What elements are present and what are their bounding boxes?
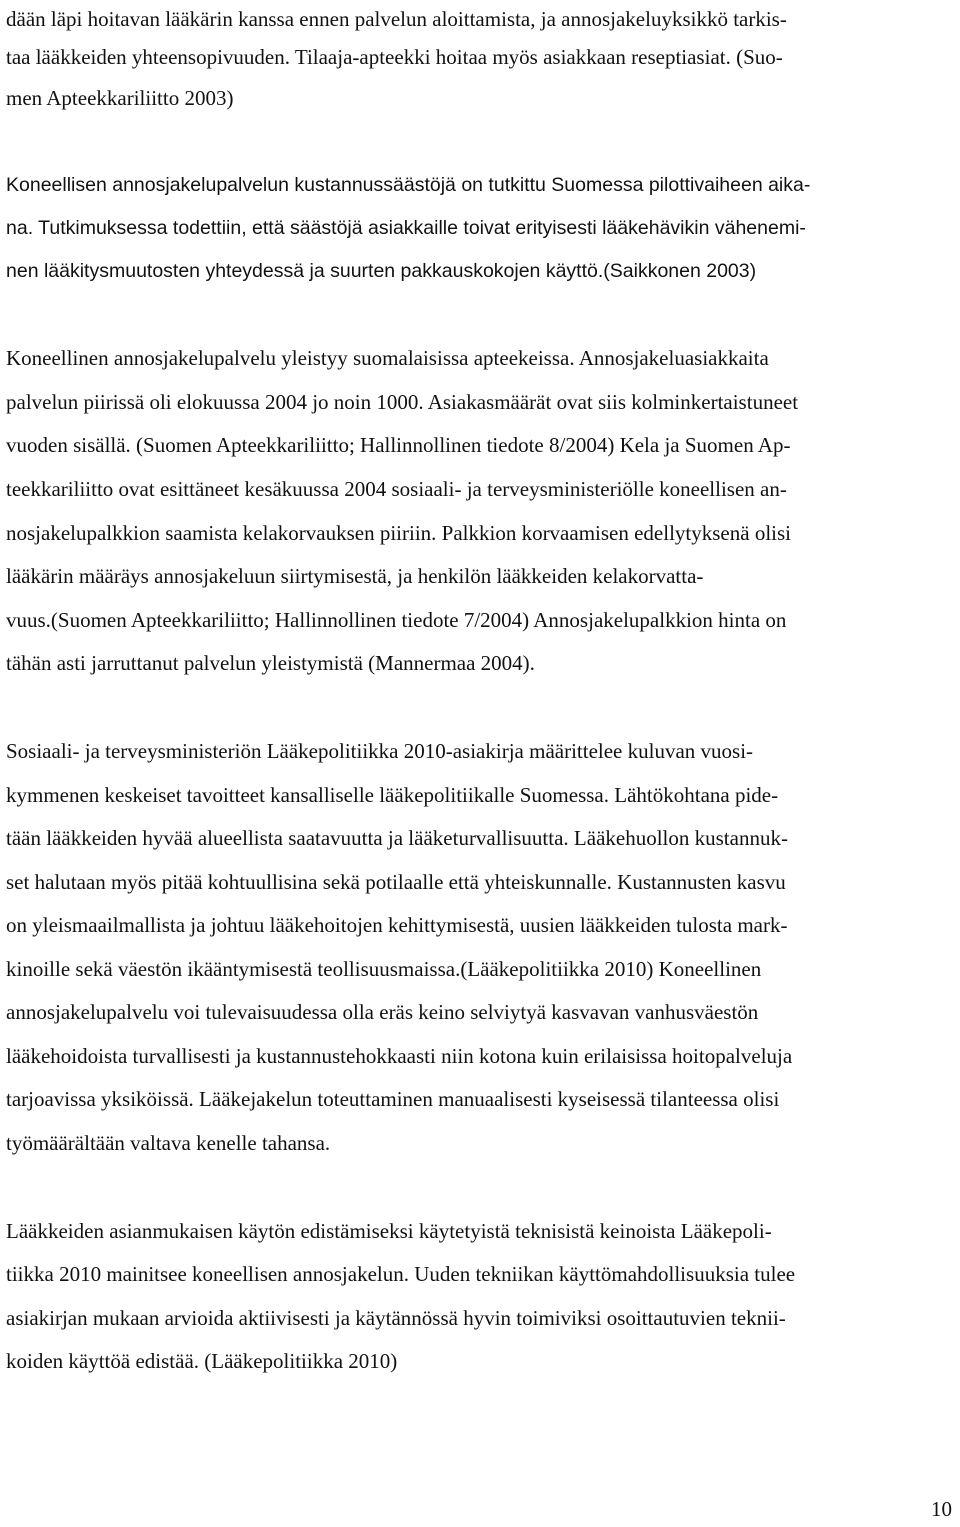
text-line: Sosiaali- ja terveysministeriön Lääkepolitiikka 2010-asiakirja määrittelee kuluvan vuosi- [6, 739, 754, 763]
text-line: Koneellinen annosjakelupalvelu yleistyy suomalaisissa apteekeissa. Annosjakeluasiakkaita [6, 346, 769, 370]
text-line: annosjakelupalvelu voi tulevaisuudessa olla eräs keino selviytyä kasvavan vanhusväestön [6, 1000, 759, 1024]
text-line: vuoden sisällä. (Suomen Apteekkariliitto; Hallinnollinen tiedote 8/2004) Kela ja Suomen Ap- [6, 433, 791, 457]
text-line: na. Tutkimuksessa todettiin, että säästöjä asiakkaille toivat erityisesti lääkehävikin vähenemi- [6, 217, 806, 239]
text-line: lääkärin määräys annosjakeluun siirtymisestä, ja henkilön lääkkeiden kelakorvatta- [6, 564, 704, 588]
text-line: kymmenen keskeiset tavoitteet kansalliselle lääkepolitiikalle Suomessa. Lähtökohtana pide- [6, 783, 779, 807]
text-line: kinoille sekä väestön ikääntymisestä teollisuusmaissa.(Lääkepolitiikka 2010) Koneellinen [6, 957, 762, 981]
text-line: palvelun piirissä oli elokuussa 2004 jo noin 1000. Asiakasmäärät ovat siis kolminkertaistuneet [6, 390, 799, 414]
text-line: vuus.(Suomen Apteekkariliitto; Hallinnollinen tiedote 7/2004) Annosjakelupalkkion hinta on [6, 608, 787, 632]
text-line: teekkariliitto ovat esittäneet kesäkuussa 2004 sosiaali- ja terveysministeriölle koneellisen an- [6, 477, 787, 501]
text-line: nen lääkitysmuutosten yhteydessä ja suurten pakkauskokojen käyttö.(Saikkonen 2003) [6, 260, 757, 282]
text-line: on yleismaailmallista ja johtuu lääkehoitojen kehittymisestä, uusien lääkkeiden tulosta mark- [6, 913, 788, 937]
text-line: nosjakelupalkkion saamista kelakorvauksen piiriin. Palkkion korvaamisen edellytyksenä olisi [6, 521, 791, 545]
text-line: koiden käyttöä edistää. (Lääkepolitiikka 2010) [6, 1349, 398, 1373]
text-line: men Apteekkariliitto 2003) [6, 86, 234, 110]
text-line: tarjoavissa yksiköissä. Lääkejakelun toteuttaminen manuaalisesti kyseisessä tilanteessa olisi [6, 1087, 780, 1111]
text-line: taa lääkkeiden yhteensopivuuden. Tilaaja-apteekki hoitaa myös asiakkaan reseptiasiat. (Suo- [6, 45, 783, 69]
text-line: tiikka 2010 mainitsee koneellisen annosjakelun. Uuden tekniikan käyttömahdollisuuksia tulee [6, 1262, 796, 1286]
text-line: Koneellisen annosjakelupalvelun kustannussäästöjä on tutkittu Suomessa pilottivaiheen aika- [6, 174, 811, 196]
text-line: Lääkkeiden asianmukaisen käytön edistämiseksi käytetyistä teknisistä keinoista Lääkepoli- [6, 1219, 772, 1243]
page-number: 10 [931, 1497, 952, 1521]
text-line: tään lääkkeiden hyvää alueellista saatavuutta ja lääketurvallisuutta. Lääkehuollon kustannuk- [6, 826, 788, 850]
text-line: työmäärältään valtava kenelle tahansa. [6, 1131, 331, 1155]
text-line: dään läpi hoitavan lääkärin kanssa ennen palvelun aloittamista, ja annosjakeluyksikkö tarkis- [6, 7, 787, 31]
text-line: asiakirjan mukaan arvioida aktiivisesti ja käytännössä hyvin toimiviksi osoittautuvien teknii- [6, 1306, 786, 1330]
text-line: set halutaan myös pitää kohtuullisina sekä potilaalle että yhteiskunnalle. Kustannusten kasvu [6, 870, 786, 894]
text-line: lääkehoidoista turvallisesti ja kustannustehokkaasti niin kotona kuin erilaisissa hoitopalveluja [6, 1044, 793, 1068]
text-line: tähän asti jarruttanut palvelun yleistymistä (Mannermaa 2004). [6, 651, 535, 675]
